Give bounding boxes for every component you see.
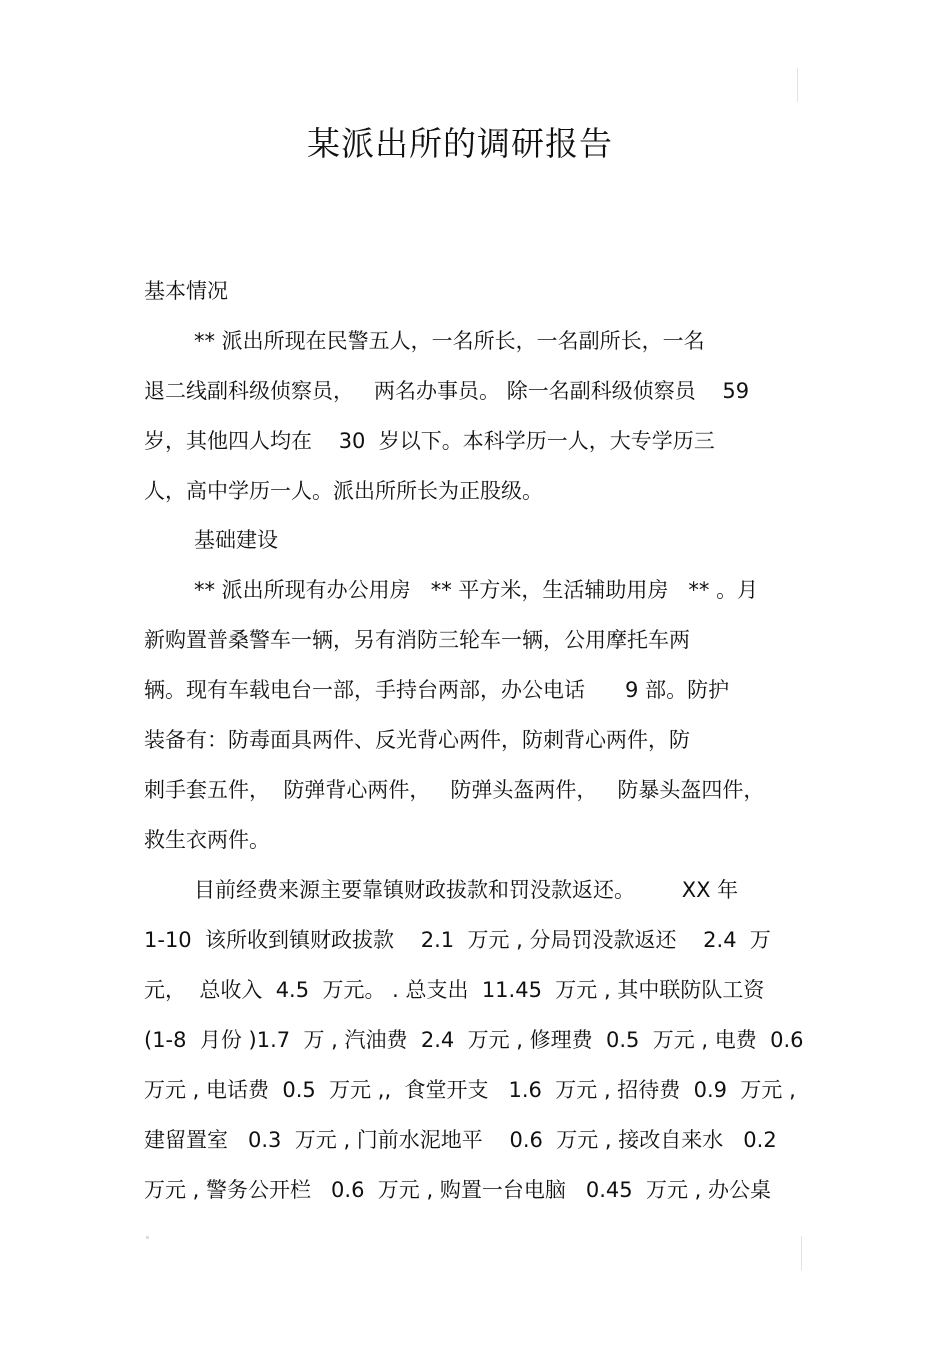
body-line: 新购置普桑警车一辆，另有消防三轮车一辆，公用摩托车两 (144, 628, 690, 652)
body-line: 万元 , 电话费 0.5 万元 ,, 食堂开支 1.6 万元 , 招待费 0.9 万元 , (144, 1078, 796, 1102)
body-line: (1-8 月份 )1.7 万 , 汽油费 2.4 万元 , 修理费 0.5 万元 , 电费 0.6 (144, 1028, 804, 1052)
body-line: 目前经费来源主要靠镇财政拔款和罚没款返还。 XX 年 (194, 878, 739, 902)
body-line: 人，高中学历一人。派出所所长为正股级。 (144, 479, 543, 503)
body-line: 建留置室 0.3 万元 , 门前水泥地平 0.6 万元 , 接改自来水 0.2 (144, 1128, 777, 1152)
body-line: 元， 总收入 4.5 万元。 . 总支出 11.45 万元 , 其中联防队工资 (144, 978, 765, 1002)
section-heading-basic: 基本情况 (144, 279, 228, 303)
body-line: 万元 , 警务公开栏 0.6 万元 , 购置一台电脑 0.45 万元 , 办公桌 (144, 1178, 771, 1202)
body-line: 装备有：防毒面具两件、反光背心两件，防刺背心两件，防 (144, 728, 690, 752)
page-title: 某派出所的调研报告 (307, 124, 613, 163)
margin-rule-bottom (801, 1236, 802, 1270)
body-line: 救生衣两件。 (144, 828, 270, 852)
body-line: ** 派出所现在民警五人，一名所长，一名副所长，一名 (194, 329, 705, 353)
body-line: 1-10 该所收到镇财政拔款 2.1 万元 , 分局罚没款返还 2.4 万 (144, 928, 771, 952)
body-line: 刺手套五件， 防弹背心两件， 防弹头盔两件， 防暴头盔四件， (144, 778, 765, 802)
body-line: 辆。现有车载电台一部，手持台两部，办公电话 9 部。防护 (144, 678, 730, 702)
section-heading-infrastructure: 基础建设 (194, 528, 278, 552)
body-line: ** 派出所现有办公用房 ** 平方米，生活辅助用房 ** 。月 (194, 578, 759, 602)
body-line: 岁，其他四人均在 30 岁以下。本科学历一人，大专学历三 (144, 429, 715, 453)
body-line: 退二线副科级侦察员， 两名办事员。 除一名副科级侦察员 59 (144, 379, 750, 403)
margin-rule-top (797, 68, 798, 102)
page-corner-mark (146, 1236, 149, 1239)
